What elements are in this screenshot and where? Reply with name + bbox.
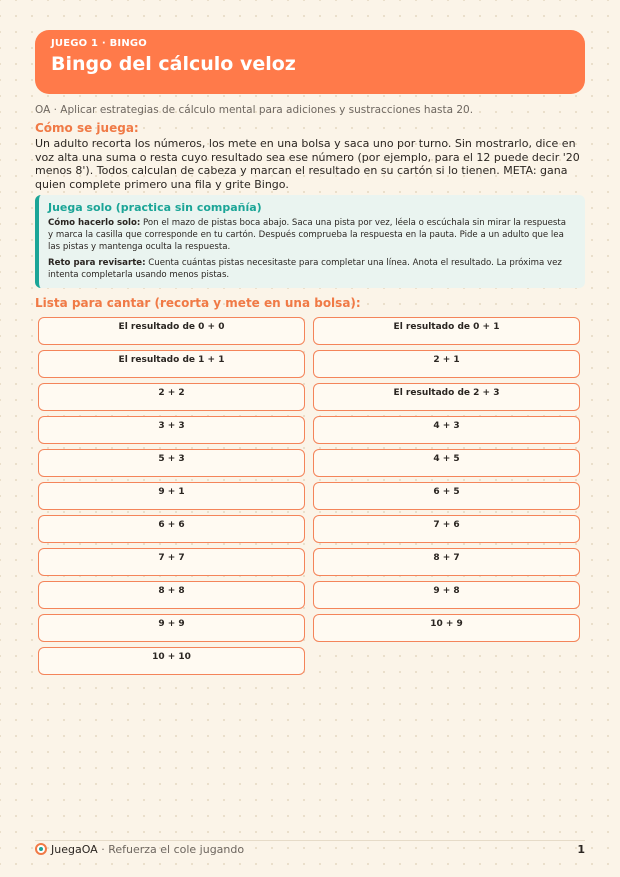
call-card: 5 + 3 <box>38 449 305 477</box>
call-card: 4 + 5 <box>313 449 580 477</box>
call-card: 10 + 10 <box>38 647 305 675</box>
learning-objective: OA · Aplicar estrategias de cálculo mental para adiciones y sustracciones hasta 20. <box>35 104 474 116</box>
brand-tagline: · Refuerza el cole jugando <box>97 843 245 856</box>
call-card: El resultado de 0 + 1 <box>313 317 580 345</box>
call-card: 2 + 2 <box>38 383 305 411</box>
footer-brand <box>51 843 244 856</box>
call-card: 2 + 1 <box>313 350 580 378</box>
call-card: 3 + 3 <box>38 416 305 444</box>
solo-play-title: Juega solo (practica sin compañía) <box>48 201 262 214</box>
solo-how-label: Cómo hacerlo solo: <box>48 218 141 228</box>
call-card: El resultado de 0 + 0 <box>38 317 305 345</box>
call-card: 10 + 9 <box>313 614 580 642</box>
footer-divider <box>35 840 585 841</box>
call-card: 4 + 3 <box>313 416 580 444</box>
solo-challenge-paragraph <box>48 257 573 281</box>
call-card: 6 + 6 <box>38 515 305 543</box>
solo-challenge-text: Cuenta cuántas pistas necesitaste para completar una línea. Anota el resultado. La próxima vez intenta completarla usando menos pistas. <box>48 258 562 280</box>
game-tag: JUEGO 1 · BINGO <box>51 38 148 49</box>
page-number: 1 <box>577 843 585 856</box>
call-card: El resultado de 2 + 3 <box>313 383 580 411</box>
call-card: 8 + 7 <box>313 548 580 576</box>
brand-name: JuegaOA <box>51 843 98 856</box>
how-to-play-title: Cómo se juega: <box>35 121 139 135</box>
call-card: El resultado de 1 + 1 <box>38 350 305 378</box>
solo-play-box <box>35 195 585 288</box>
brand-logo-icon <box>35 843 47 855</box>
call-card: 7 + 6 <box>313 515 580 543</box>
game-header <box>35 30 585 94</box>
solo-challenge-label: Reto para revisarte: <box>48 258 146 268</box>
call-card: 8 + 8 <box>38 581 305 609</box>
call-card: 7 + 7 <box>38 548 305 576</box>
call-card: 9 + 8 <box>313 581 580 609</box>
call-card: 6 + 5 <box>313 482 580 510</box>
how-to-play-text: Un adulto recorta los números, los mete en una bolsa y saca uno por turno. Sin mostrarlo, dice en voz alta una suma o resta cuyo resultado sea ese número (por ejemplo, para el 12 puede decir '20 menos 8'). Todos calculan de cabeza y marcan el resultado en su cartón si lo tienen. META: gana quien complete primero una fila y grite Bingo. <box>35 137 580 191</box>
call-card: 9 + 1 <box>38 482 305 510</box>
call-card: 9 + 9 <box>38 614 305 642</box>
page-title: Bingo del cálculo veloz <box>51 53 296 75</box>
solo-how-text: Pon el mazo de pistas boca abajo. Saca una pista por vez, léela o escúchala sin mirar la respuesta y marca la casilla que corresponde en tu cartón. Después comprueba la respuesta en la pauta. Pide a un adulto que lea las pistas y mantenga oculta la respuesta. <box>48 218 567 252</box>
page-footer <box>35 843 585 857</box>
solo-how-paragraph <box>48 217 573 253</box>
call-list-title: Lista para cantar (recorta y mete en una bolsa): <box>35 296 361 310</box>
